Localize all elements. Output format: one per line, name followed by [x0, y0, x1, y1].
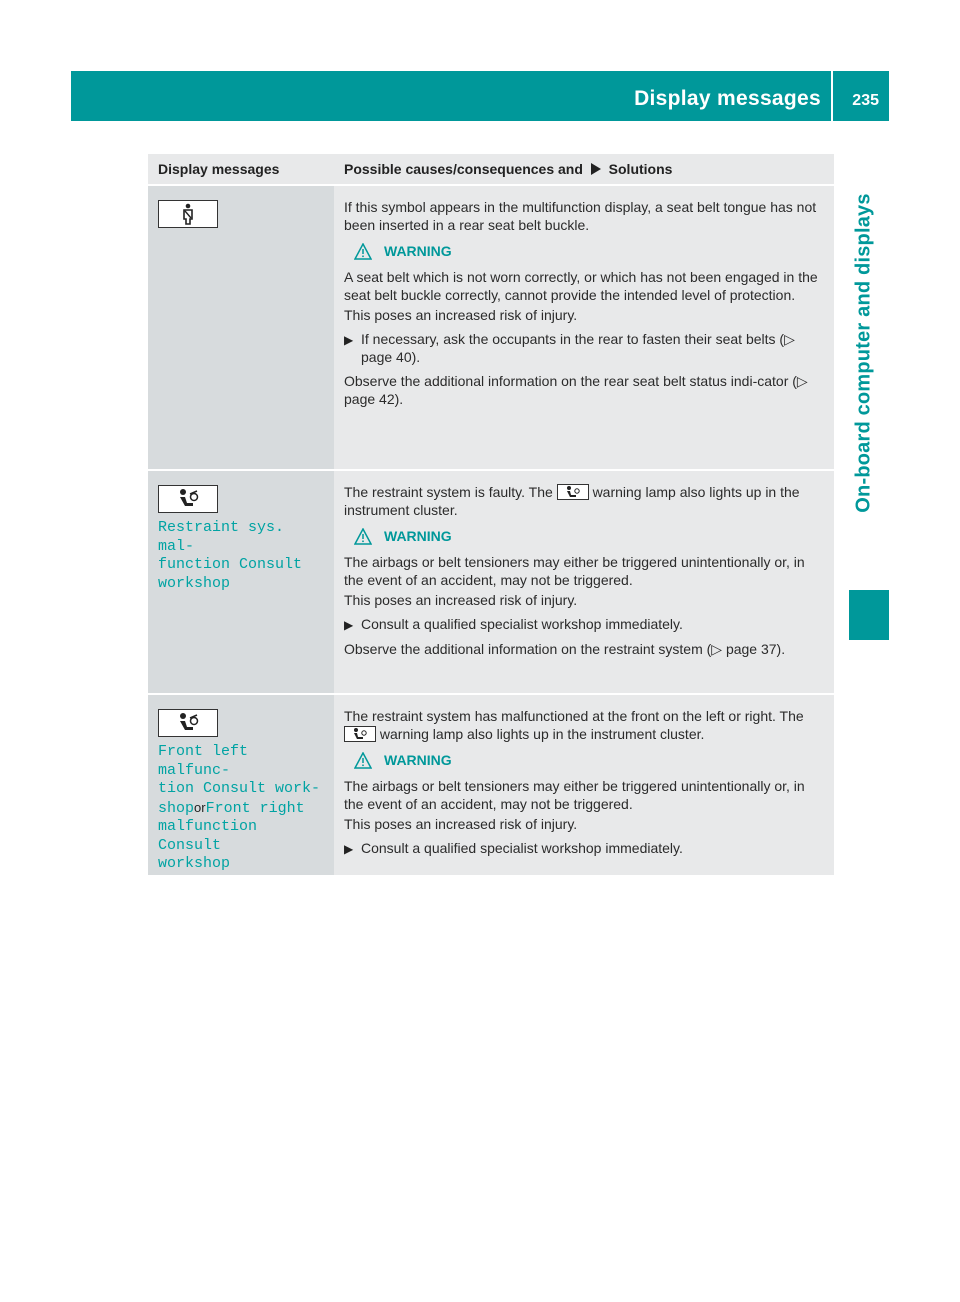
airbag-icon: [158, 709, 218, 737]
table-header: [148, 154, 834, 184]
warning-text: WARNING: [384, 243, 452, 259]
cause-text: If this symbol appears in the multifunction display, a seat belt tongue has not been inserted in a rear seat belt buckle.: [344, 199, 817, 233]
display-message-left: Front left malfunc‐ tion Consult work‐ shop: [158, 743, 321, 817]
warning-triangle-icon: [354, 243, 372, 260]
warning-label: [354, 751, 826, 769]
display-message-right: Front right malfunction Consult workshop: [158, 799, 305, 872]
warning-label: [354, 527, 826, 545]
action-arrow-icon: ▶: [344, 333, 354, 347]
table-row: [148, 469, 834, 693]
column-header-causes: [334, 161, 834, 177]
cause-text: [344, 483, 826, 519]
solution-cell: [334, 695, 834, 875]
page-header: [71, 71, 889, 121]
warning-body: The airbags or belt tensioners may either be triggered unintentionally or, in the event of an accident, may not be triggered.: [344, 554, 805, 588]
note-text: Observe the additional information on the rear seat belt status indi-cator (▷ page 42).: [344, 373, 808, 407]
action-arrow-icon: ▶: [344, 618, 354, 632]
rear-seat-belt-icon: [158, 200, 218, 228]
warning-body: The airbags or belt tensioners may either be triggered unintentionally or, in the event of an accident, may not be triggered.: [344, 778, 805, 812]
action-step: [344, 330, 826, 366]
section-side-tab: [838, 125, 889, 580]
column-header-display-messages: Display messages: [158, 161, 280, 177]
column-header-solutions-label: Solutions: [608, 161, 673, 177]
table-row: [148, 184, 834, 469]
cause-text-start: The restraint system is faulty. The: [344, 484, 553, 500]
warning-text: WARNING: [384, 752, 452, 768]
page-number: 235: [852, 92, 879, 109]
risk-text: This poses an increased risk of injury.: [344, 816, 578, 832]
display-message-cell: [148, 471, 334, 693]
airbag-icon: [158, 485, 218, 513]
action-text: Consult a qualified specialist workshop immediately.: [361, 840, 683, 856]
or-connector: or: [194, 799, 206, 815]
display-message-cell: [148, 695, 334, 875]
cause-text-start: The restraint system has malfunctioned at the front on the left or right. The: [344, 708, 804, 724]
cause-text-end: warning lamp also lights up in the instrument cluster.: [379, 726, 705, 742]
table-row: [148, 693, 834, 875]
display-message-cell: [148, 186, 334, 469]
column-header-causes-label: Possible causes/consequences and: [344, 161, 583, 177]
cause-text-end: warning lamp also lights up in the instrument cluster.: [344, 484, 800, 518]
solution-cell: [334, 186, 834, 469]
action-arrow-icon: ▶: [344, 842, 354, 856]
section-label: On-board computer and displays: [852, 192, 874, 513]
airbag-warning-lamp-icon: [344, 726, 376, 742]
section-marker: [849, 590, 889, 640]
warning-text: WARNING: [384, 528, 452, 544]
warning-triangle-icon: [354, 752, 372, 769]
display-messages-table: [148, 154, 834, 875]
action-step: [344, 615, 826, 634]
warning-body: A seat belt which is not worn correctly, or which has not been engaged in the seat belt buckle correctly, cannot provide the intended level of protection.: [344, 269, 818, 303]
display-message-text: [158, 743, 324, 874]
risk-text: This poses an increased risk of injury.: [344, 592, 578, 608]
note-text: Observe the additional information on the restraint system (▷ page 37).: [344, 641, 786, 657]
page-title: Display messages: [634, 87, 821, 110]
display-message-text: Restraint sys. mal‐ function Consult workshop: [158, 519, 303, 592]
action-step: [344, 839, 826, 858]
action-text: If necessary, ask the occupants in the rear to fasten their seat belts (▷ page 40).: [361, 331, 795, 365]
cause-text: [344, 707, 826, 743]
airbag-warning-lamp-icon: [557, 484, 589, 500]
warning-triangle-icon: [354, 528, 372, 545]
action-text: Consult a qualified specialist workshop immediately.: [361, 616, 683, 632]
header-divider: [831, 71, 833, 121]
solution-cell: [334, 471, 834, 693]
risk-text: This poses an increased risk of injury.: [344, 307, 578, 323]
warning-label: [354, 242, 826, 260]
play-arrow-icon: [590, 163, 602, 175]
